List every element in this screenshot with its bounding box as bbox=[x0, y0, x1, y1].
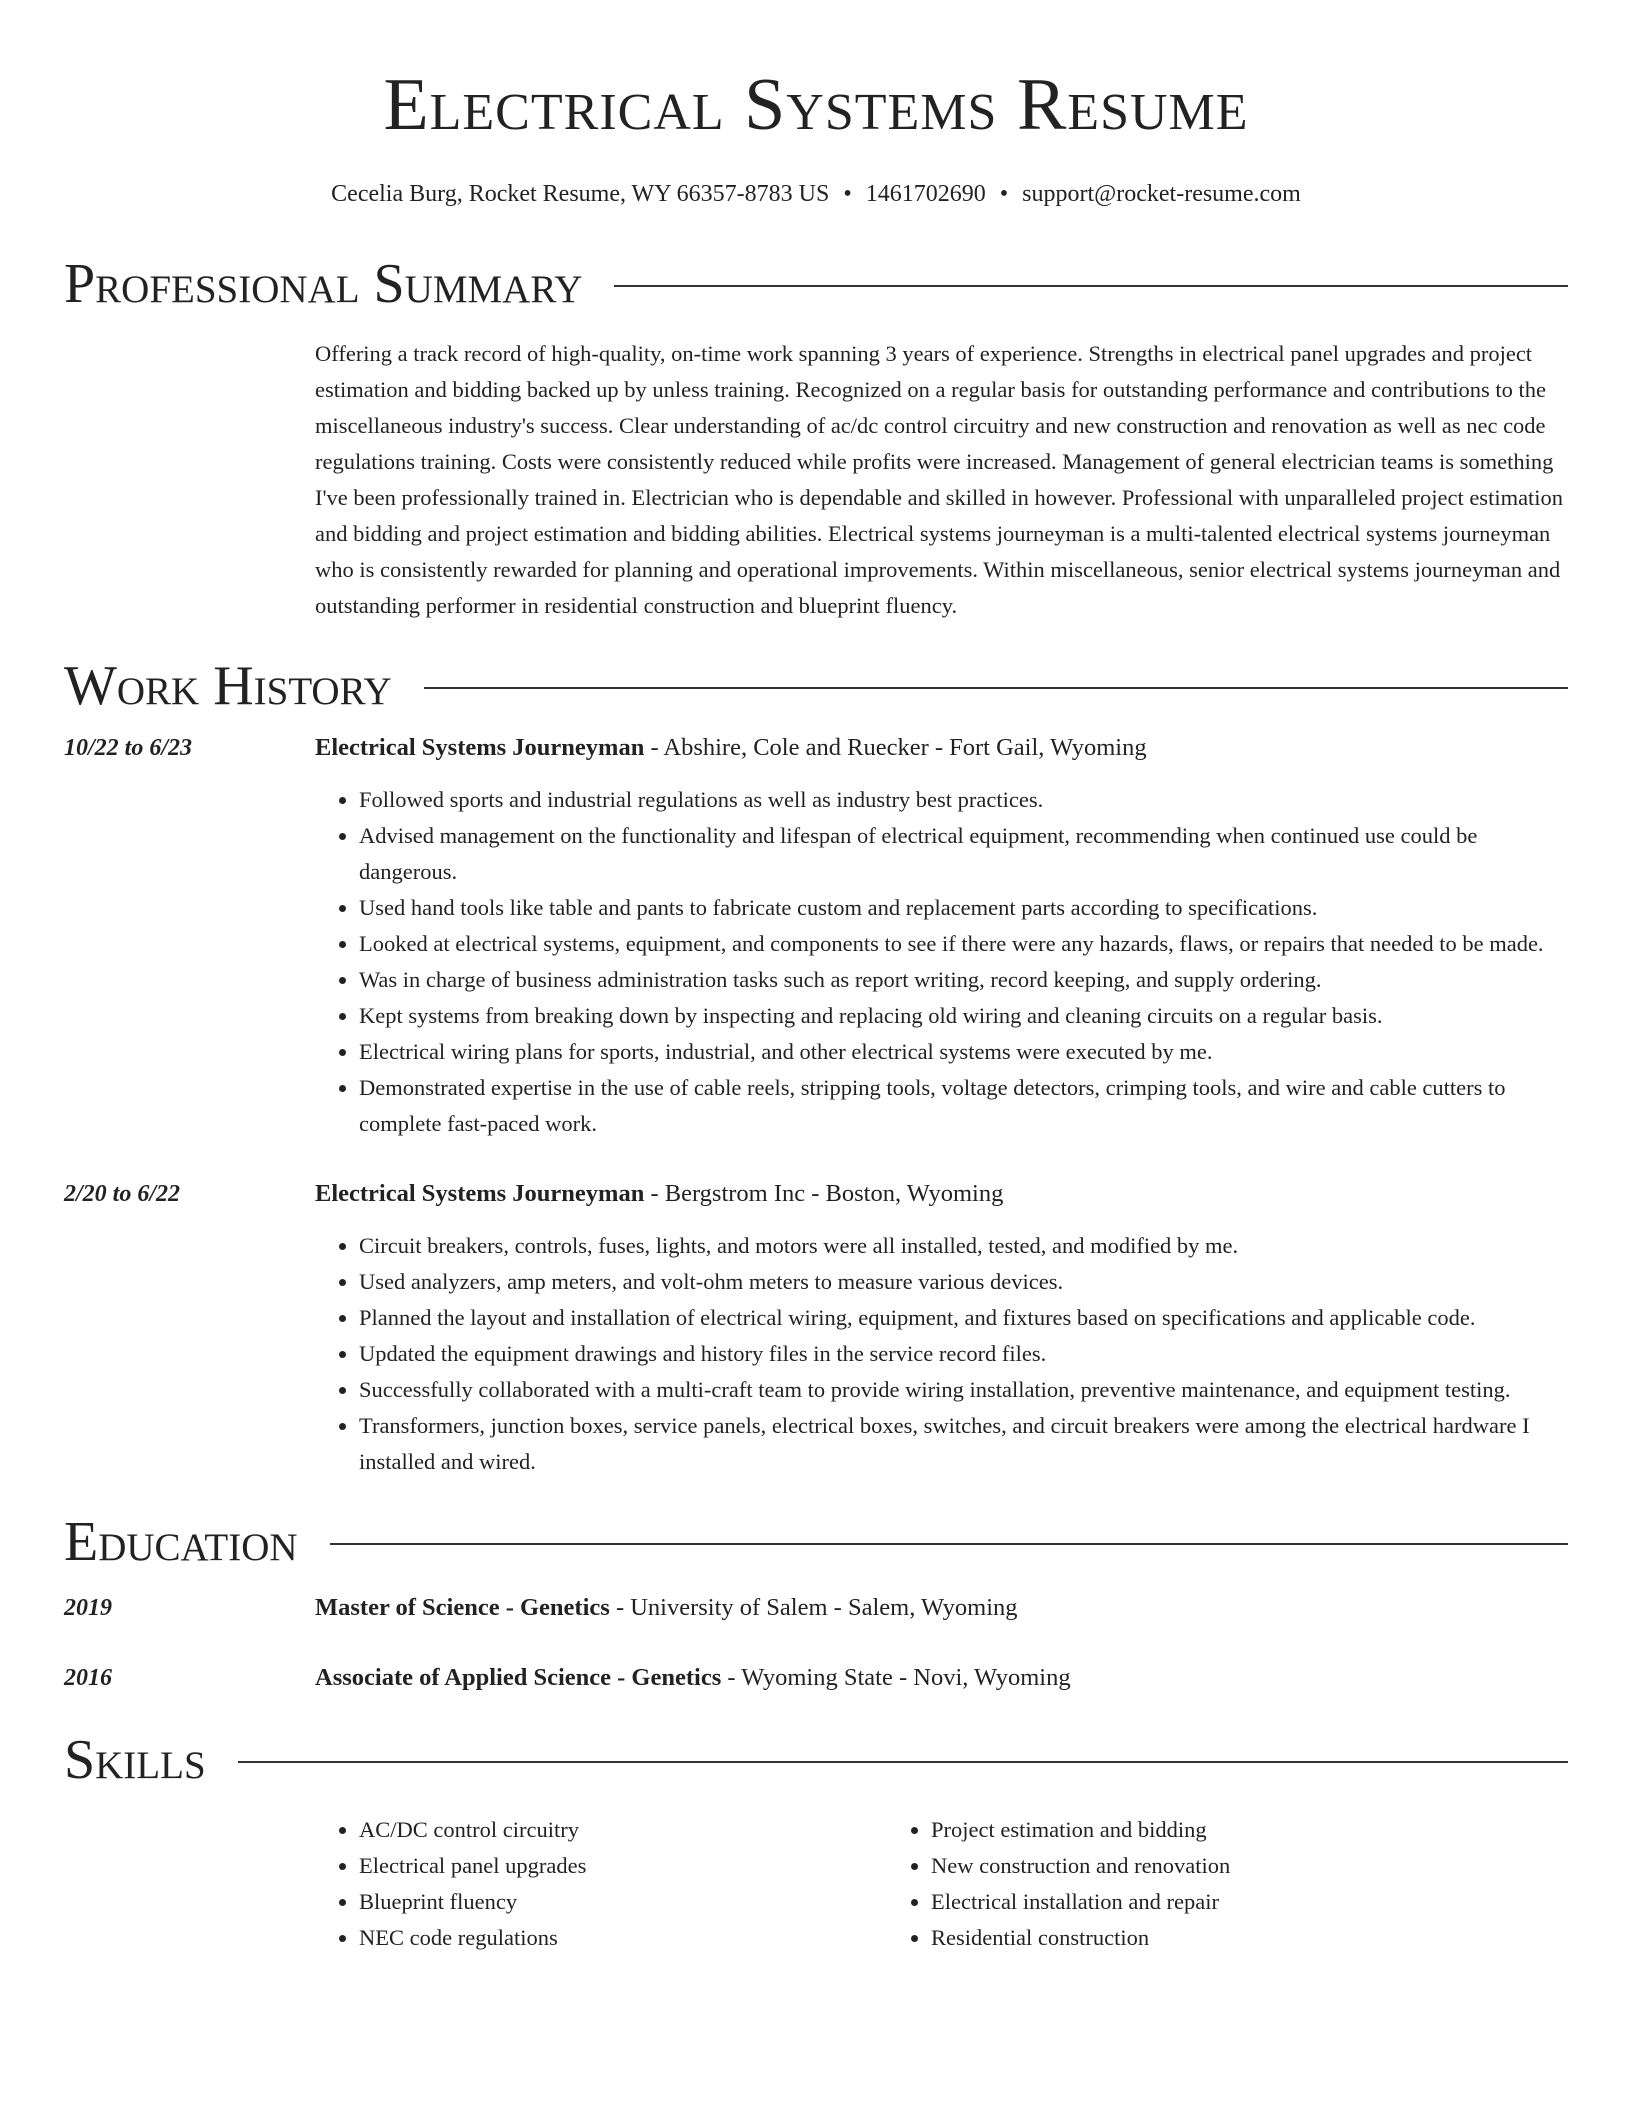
list-item: • Was in charge of business administration tasks such as report writing, record keeping, and supply ordering. bbox=[359, 962, 1568, 998]
list-item: • AC/DC control circuitry bbox=[359, 1812, 887, 1848]
list-item: • Demonstrated expertise in the use of cable reels, stripping tools, voltage detectors, crimping tools, and wire and cable cutters to complete fast-paced work. bbox=[359, 1070, 1568, 1142]
list-item: • Electrical panel upgrades bbox=[359, 1848, 887, 1884]
education-school: - University of Salem - Salem, Wyoming bbox=[609, 1594, 1018, 1621]
list-item: • Successfully collaborated with a multi-craft team to provide wiring installation, preventive maintenance, and equipment testing. bbox=[359, 1372, 1568, 1408]
list-item: • Followed sports and industrial regulations as well as industry best practices. bbox=[359, 782, 1568, 818]
education-heading: Education bbox=[64, 1511, 298, 1573]
summary-text: Offering a track record of high-quality, on-time work spanning 3 years of experience. Strengths in electrical panel upgrades and project estimation and bidding backed up by unless training. Recognized on a regular basis for outstanding performance and contributions to the miscellaneous industry's success. Clear understanding of ac/dc control circuitry and new construction and renovation as well as nec code regulations training. Costs were consistently reduced while profits were increased. Management of general electrician teams is something I've been professionally trained in. Electrician who is dependable and skilled in however. Professional with unparalleled project estimation and bidding and project estimation and bidding abilities. Electrical systems journeyman is a multi-talented electrical systems journeyman who is consistently rewarded for planning and operational improvements. Within miscellaneous, senior electrical systems journeyman and outstanding performer in residential construction and blueprint fluency. bbox=[315, 341, 1564, 618]
education-heading-line bbox=[315, 1590, 1568, 1626]
job-entry bbox=[64, 730, 1568, 1142]
contact-separator: • bbox=[999, 181, 1009, 207]
contact-phone: 1461702690 bbox=[865, 181, 986, 207]
job-duties-list bbox=[315, 782, 1568, 1142]
education-year: 2016 bbox=[64, 1665, 112, 1691]
skills-column-left bbox=[315, 1812, 887, 1956]
list-item: • Transformers, junction boxes, service panels, electrical boxes, switches, and circuit breakers were among the electrical hardware I installed and wired. bbox=[359, 1408, 1568, 1480]
list-item: • Updated the equipment drawings and history files in the service record files. bbox=[359, 1336, 1568, 1372]
list-item: • Kept systems from breaking down by inspecting and replacing old wiring and cleaning circuits on a regular basis. bbox=[359, 998, 1568, 1034]
job-employer: - Bergstrom Inc - Boston, Wyoming bbox=[644, 1180, 1004, 1207]
skills-heading: Skills bbox=[64, 1729, 206, 1791]
list-item: • Electrical installation and repair bbox=[931, 1884, 1487, 1920]
list-item: • Electrical wiring plans for sports, industrial, and other electrical systems were executed by me. bbox=[359, 1034, 1568, 1070]
education-heading-line bbox=[315, 1660, 1568, 1696]
list-item: • Looked at electrical systems, equipment, and components to see if there were any hazards, flaws, or repairs that needed to be made. bbox=[359, 926, 1568, 962]
contact-line bbox=[64, 178, 1568, 210]
list-item: • Used hand tools like table and pants to fabricate custom and replacement parts according to specifications. bbox=[359, 890, 1568, 926]
education-entry bbox=[64, 1660, 1568, 1696]
list-item: • New construction and renovation bbox=[931, 1848, 1487, 1884]
job-heading bbox=[315, 1176, 1568, 1212]
job-title: Electrical Systems Journeyman bbox=[315, 1180, 645, 1207]
list-item: • NEC code regulations bbox=[359, 1920, 887, 1956]
section-divider bbox=[424, 687, 1568, 689]
work-heading: Work History bbox=[64, 655, 392, 717]
skills-column-right bbox=[887, 1812, 1487, 1956]
job-title: Electrical Systems Journeyman bbox=[315, 734, 645, 761]
job-heading bbox=[315, 730, 1568, 766]
job-duties-list bbox=[315, 1228, 1568, 1480]
summary-section-header bbox=[64, 250, 1568, 318]
education-school: - Wyoming State - Novi, Wyoming bbox=[721, 1664, 1071, 1691]
job-entry bbox=[64, 1176, 1568, 1480]
skills-list bbox=[315, 1812, 1568, 1956]
job-dates: 10/22 to 6/23 bbox=[64, 735, 193, 761]
education-entry bbox=[64, 1590, 1568, 1626]
resume-title: Electrical Systems Resume bbox=[383, 64, 1249, 146]
section-divider bbox=[238, 1761, 1568, 1763]
contact-address: Cecelia Burg, Rocket Resume, WY 66357-8783 US bbox=[331, 181, 830, 207]
summary-heading: Professional Summary bbox=[64, 253, 583, 315]
skills-section-header bbox=[64, 1726, 1568, 1794]
job-employer: - Abshire, Cole and Ruecker - Fort Gail, Wyoming bbox=[644, 734, 1147, 761]
list-item: • Used analyzers, amp meters, and volt-ohm meters to measure various devices. bbox=[359, 1264, 1568, 1300]
education-year: 2019 bbox=[64, 1595, 112, 1621]
section-divider bbox=[330, 1543, 1568, 1545]
education-degree: Master of Science - Genetics bbox=[315, 1594, 610, 1621]
list-item: • Project estimation and bidding bbox=[931, 1812, 1487, 1848]
work-section-header bbox=[64, 652, 1568, 720]
contact-separator: • bbox=[843, 181, 852, 207]
list-item: • Circuit breakers, controls, fuses, lights, and motors were all installed, tested, and modified by me. bbox=[359, 1228, 1568, 1264]
list-item: • Advised management on the functionality and lifespan of electrical equipment, recommending when continued use could be dangerous. bbox=[359, 818, 1568, 890]
contact-email: support@rocket-resume.com bbox=[1022, 181, 1301, 207]
list-item: • Planned the layout and installation of electrical wiring, equipment, and fixtures based on specifications and applicable code. bbox=[359, 1300, 1568, 1336]
job-dates: 2/20 to 6/22 bbox=[64, 1181, 181, 1207]
education-section-header bbox=[64, 1508, 1568, 1576]
list-item: • Residential construction bbox=[931, 1920, 1487, 1956]
list-item: • Blueprint fluency bbox=[359, 1884, 887, 1920]
education-degree: Associate of Applied Science - Genetics bbox=[315, 1664, 722, 1691]
section-divider bbox=[614, 285, 1568, 287]
